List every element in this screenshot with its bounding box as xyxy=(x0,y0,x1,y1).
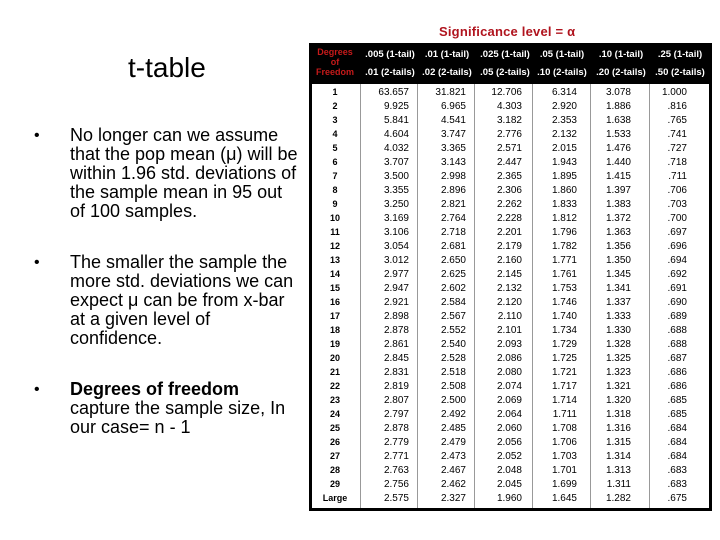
bullet-lead-term: Degrees of freedom xyxy=(70,379,240,399)
critical-value-cell: 1.860 xyxy=(551,185,577,196)
critical-value-cell: 2.056 xyxy=(496,437,522,448)
two-tail-label: .10 (2-tails) xyxy=(537,67,587,78)
critical-value-cell: 1.350 xyxy=(605,255,631,266)
critical-value-cell: 5.841 xyxy=(383,115,409,126)
critical-value-cell: 2.584 xyxy=(440,297,466,308)
table-row xyxy=(309,436,712,449)
critical-value-cell: 1.323 xyxy=(605,367,631,378)
critical-value-cell: 2.327 xyxy=(440,493,466,504)
critical-value-cell: 3.182 xyxy=(496,115,522,126)
table-frame xyxy=(309,43,712,511)
df-cell: 17 xyxy=(329,311,340,321)
critical-value-cell: 2.508 xyxy=(440,381,466,392)
critical-value-cell: 4.541 xyxy=(440,115,466,126)
critical-value-cell: 1.372 xyxy=(605,213,631,224)
critical-value-cell: 1.363 xyxy=(605,227,631,238)
critical-value-cell: 1.761 xyxy=(551,269,577,280)
critical-value-cell: 3.500 xyxy=(383,171,409,182)
table-row xyxy=(309,338,712,351)
column-header xyxy=(420,45,474,81)
df-cell: 19 xyxy=(329,339,340,349)
critical-value-cell: 3.747 xyxy=(440,129,466,140)
critical-value-cell: 3.169 xyxy=(383,213,409,224)
critical-value-cell: .686 xyxy=(667,367,687,378)
critical-value-cell: .688 xyxy=(667,325,687,336)
critical-value-cell: 1.725 xyxy=(551,353,577,364)
critical-value-cell: 2.069 xyxy=(496,395,522,406)
critical-value-cell: 2.132 xyxy=(496,283,522,294)
table-row xyxy=(309,240,712,253)
critical-value-cell: 2.764 xyxy=(440,213,466,224)
critical-value-cell: .718 xyxy=(667,157,687,168)
critical-value-cell: 2.145 xyxy=(496,269,522,280)
df-cell: 6 xyxy=(332,157,338,167)
critical-value-cell: 1.746 xyxy=(551,297,577,308)
critical-value-cell: 3.355 xyxy=(383,185,409,196)
df-cell: 25 xyxy=(329,423,340,433)
critical-value-cell: 6.965 xyxy=(440,101,466,112)
critical-value-cell: 1.397 xyxy=(605,185,631,196)
critical-value-cell: 2.500 xyxy=(440,395,466,406)
critical-value-cell: .706 xyxy=(667,185,687,196)
one-tail-label: .10 (1-tail) xyxy=(598,49,644,60)
critical-value-cell: 1.311 xyxy=(606,479,631,490)
column-header xyxy=(593,45,649,81)
critical-value-cell: .684 xyxy=(667,423,687,434)
critical-value-cell: 2.110 xyxy=(497,311,522,322)
table-row xyxy=(309,170,712,183)
critical-value-cell: 2.763 xyxy=(383,465,409,476)
critical-value-cell: 2.447 xyxy=(496,157,522,168)
critical-value-cell: 2.861 xyxy=(383,339,409,350)
critical-value-cell: 2.528 xyxy=(440,353,466,364)
table-row xyxy=(309,212,712,225)
critical-value-cell: 2.625 xyxy=(440,269,466,280)
critical-value-cell: 1.383 xyxy=(605,199,631,210)
critical-value-cell: 2.779 xyxy=(383,437,409,448)
df-cell: 22 xyxy=(329,381,340,391)
critical-value-cell: 9.925 xyxy=(383,101,409,112)
critical-value-cell: 1.313 xyxy=(605,465,631,476)
critical-value-cell: 1.476 xyxy=(605,143,631,154)
one-tail-label: .025 (1-tail) xyxy=(480,49,530,60)
critical-value-cell: 1.734 xyxy=(551,325,577,336)
bullet-text: capture the sample size, In our case= n - 1 xyxy=(70,398,286,437)
table-row xyxy=(309,478,712,491)
two-tail-label: .20 (2-tails) xyxy=(596,67,646,78)
bullet-text: No longer can we assume that the pop mean (μ) will be within 1.96 std. deviations of the sample mean in 95 out of 100 samples. xyxy=(70,125,298,221)
df-cell: 2 xyxy=(332,101,338,111)
two-tail-label: .50 (2-tails) xyxy=(655,67,705,78)
critical-value-cell: 2.485 xyxy=(440,423,466,434)
df-cell: 16 xyxy=(329,297,340,307)
critical-value-cell: 1.440 xyxy=(605,157,631,168)
critical-value-cell: 2.567 xyxy=(440,311,466,322)
two-tail-label: .01 (2-tails) xyxy=(365,67,415,78)
critical-value-cell: 1.415 xyxy=(605,171,631,182)
df-cell: 18 xyxy=(329,325,340,335)
critical-value-cell: 3.250 xyxy=(383,199,409,210)
critical-value-cell: 1.315 xyxy=(605,437,631,448)
bullet-item xyxy=(30,253,302,348)
critical-value-cell: 1.345 xyxy=(605,269,631,280)
table-row xyxy=(309,296,712,309)
critical-value-cell: 2.086 xyxy=(496,353,522,364)
critical-value-cell: .688 xyxy=(667,339,687,350)
critical-value-cell: 2.064 xyxy=(496,409,522,420)
critical-value-cell: .684 xyxy=(667,451,687,462)
one-tail-label: .05 (1-tail) xyxy=(539,49,585,60)
df-cell: 23 xyxy=(329,395,340,405)
critical-value-cell: 3.078 xyxy=(605,87,631,98)
critical-value-cell: 2.120 xyxy=(496,297,522,308)
critical-value-cell: 2.920 xyxy=(551,101,577,112)
critical-value-cell: 6.314 xyxy=(551,87,577,98)
critical-value-cell: 12.706 xyxy=(491,87,522,98)
df-cell: 7 xyxy=(332,171,338,181)
critical-value-cell: .816 xyxy=(667,101,687,112)
critical-value-cell: .691 xyxy=(667,283,687,294)
critical-value-cell: .675 xyxy=(667,493,687,504)
critical-value-cell: 1.796 xyxy=(551,227,577,238)
one-tail-label: .01 (1-tail) xyxy=(424,49,470,60)
critical-value-cell: 3.054 xyxy=(383,241,409,252)
critical-value-cell: 1.717 xyxy=(551,381,577,392)
table-row xyxy=(309,86,712,99)
t-distribution-table xyxy=(309,24,712,512)
critical-value-cell: 2.093 xyxy=(496,339,522,350)
critical-value-cell: 2.771 xyxy=(383,451,409,462)
table-row xyxy=(309,128,712,141)
critical-value-cell: 1.943 xyxy=(551,157,577,168)
critical-value-cell: 2.160 xyxy=(496,255,522,266)
table-row xyxy=(309,422,712,435)
critical-value-cell: .690 xyxy=(667,297,687,308)
critical-value-cell: 2.819 xyxy=(383,381,409,392)
critical-value-cell: .700 xyxy=(667,213,687,224)
critical-value-cell: 1.895 xyxy=(551,171,577,182)
critical-value-cell: 1.782 xyxy=(551,241,577,252)
critical-value-cell: 2.060 xyxy=(496,423,522,434)
critical-value-cell: 1.314 xyxy=(605,451,631,462)
table-row xyxy=(309,408,712,421)
df-column-header xyxy=(309,47,361,83)
critical-value-cell: 1.325 xyxy=(605,353,631,364)
table-row xyxy=(309,268,712,281)
df-cell: 21 xyxy=(329,367,340,377)
critical-value-cell: 1.320 xyxy=(605,395,631,406)
critical-value-cell: 3.365 xyxy=(440,143,466,154)
one-tail-label: .005 (1-tail) xyxy=(365,49,415,60)
critical-value-cell: .696 xyxy=(667,241,687,252)
critical-value-cell: 2.015 xyxy=(551,143,577,154)
critical-value-cell: .683 xyxy=(667,479,687,490)
critical-value-cell: 2.571 xyxy=(496,143,522,154)
critical-value-cell: 2.718 xyxy=(440,227,466,238)
table-row xyxy=(309,450,712,463)
slide-title: t-table xyxy=(128,52,206,83)
table-row xyxy=(309,282,712,295)
critical-value-cell: 2.831 xyxy=(383,367,409,378)
critical-value-cell: 2.807 xyxy=(383,395,409,406)
critical-value-cell: 1.282 xyxy=(605,493,631,504)
df-cell: 29 xyxy=(329,479,340,489)
critical-value-cell: 2.552 xyxy=(440,325,466,336)
df-cell: 9 xyxy=(332,199,338,209)
critical-value-cell: 1.753 xyxy=(551,283,577,294)
df-cell: 4 xyxy=(332,129,338,139)
df-header-line: of xyxy=(330,57,340,67)
critical-value-cell: 1.708 xyxy=(551,423,577,434)
table-row xyxy=(309,156,712,169)
table-row xyxy=(309,310,712,323)
critical-value-cell: 2.540 xyxy=(440,339,466,350)
critical-value-cell: 2.132 xyxy=(551,129,577,140)
critical-value-cell: 2.878 xyxy=(383,423,409,434)
critical-value-cell: 1.771 xyxy=(551,255,577,266)
critical-value-cell: 2.045 xyxy=(496,479,522,490)
df-cell: Large xyxy=(322,493,348,503)
critical-value-cell: 2.797 xyxy=(383,409,409,420)
critical-value-cell: .727 xyxy=(667,143,687,154)
critical-value-cell: 1.533 xyxy=(605,129,631,140)
critical-value-cell: 2.650 xyxy=(440,255,466,266)
critical-value-cell: 2.845 xyxy=(383,353,409,364)
column-header xyxy=(651,45,709,81)
critical-value-cell: .685 xyxy=(667,409,687,420)
critical-value-cell: .683 xyxy=(667,465,687,476)
df-cell: 15 xyxy=(329,283,340,293)
critical-value-cell: 1.833 xyxy=(551,199,577,210)
critical-value-cell: 2.518 xyxy=(440,367,466,378)
table-row xyxy=(309,394,712,407)
two-tail-label: .02 (2-tails) xyxy=(422,67,472,78)
df-cell: 5 xyxy=(332,143,338,153)
table-row xyxy=(309,380,712,393)
critical-value-cell: 1.341 xyxy=(605,283,631,294)
critical-value-cell: 2.467 xyxy=(440,465,466,476)
critical-value-cell: 2.365 xyxy=(496,171,522,182)
critical-value-cell: .741 xyxy=(667,129,687,140)
critical-value-cell: 2.878 xyxy=(383,325,409,336)
critical-value-cell: 1.337 xyxy=(605,297,631,308)
critical-value-cell: 1.701 xyxy=(551,465,577,476)
df-cell: 26 xyxy=(329,437,340,447)
critical-value-cell: 2.898 xyxy=(383,311,409,322)
bullet-text: The smaller the sample the more std. deviations we can expect μ can be from x-bar at a given level of confidence. xyxy=(70,252,294,348)
critical-value-cell: 2.681 xyxy=(440,241,466,252)
critical-value-cell: .689 xyxy=(667,311,687,322)
bullet-marker: • xyxy=(34,381,40,398)
critical-value-cell: 2.756 xyxy=(383,479,409,490)
critical-value-cell: 1.333 xyxy=(605,311,631,322)
critical-value-cell: 2.921 xyxy=(383,297,409,308)
critical-value-cell: 1.330 xyxy=(605,325,631,336)
critical-value-cell: .684 xyxy=(667,437,687,448)
critical-value-cell: 2.080 xyxy=(496,367,522,378)
bullet-list xyxy=(30,126,302,469)
critical-value-cell: 1.000 xyxy=(661,87,687,98)
critical-value-cell: 2.306 xyxy=(496,185,522,196)
significance-level-label: Significance level = α xyxy=(439,24,576,39)
critical-value-cell: 2.052 xyxy=(496,451,522,462)
critical-value-cell: 1.703 xyxy=(551,451,577,462)
table-row xyxy=(309,352,712,365)
critical-value-cell: 2.575 xyxy=(383,493,409,504)
df-cell: 1 xyxy=(332,87,338,97)
one-tail-label: .25 (1-tail) xyxy=(657,49,703,60)
critical-value-cell: 1.321 xyxy=(605,381,631,392)
critical-value-cell: 1.316 xyxy=(605,423,631,434)
df-cell: 14 xyxy=(329,269,340,279)
table-row xyxy=(309,254,712,267)
critical-value-cell: 1.729 xyxy=(551,339,577,350)
critical-value-cell: 1.721 xyxy=(551,367,577,378)
critical-value-cell: 2.821 xyxy=(440,199,466,210)
critical-value-cell: 1.645 xyxy=(551,493,577,504)
table-row xyxy=(309,324,712,337)
critical-value-cell: 2.201 xyxy=(496,227,522,238)
table-row xyxy=(309,184,712,197)
df-cell: 24 xyxy=(329,409,340,419)
critical-value-cell: 3.012 xyxy=(383,255,409,266)
critical-value-cell: 2.602 xyxy=(440,283,466,294)
critical-value-cell: .687 xyxy=(667,353,687,364)
df-cell: 8 xyxy=(332,185,338,195)
critical-value-cell: 4.303 xyxy=(496,101,522,112)
bullet-item xyxy=(30,380,302,437)
critical-value-cell: 2.179 xyxy=(496,241,522,252)
df-cell: 27 xyxy=(329,451,340,461)
table-row xyxy=(309,198,712,211)
critical-value-cell: 2.353 xyxy=(551,115,577,126)
df-cell: 28 xyxy=(329,465,340,475)
critical-value-cell: 2.262 xyxy=(496,199,522,210)
two-tail-label: .05 (2-tails) xyxy=(480,67,530,78)
critical-value-cell: 2.947 xyxy=(383,283,409,294)
critical-value-cell: 1.318 xyxy=(605,409,631,420)
critical-value-cell: 1.328 xyxy=(605,339,631,350)
critical-value-cell: 3.707 xyxy=(383,157,409,168)
df-header-line: Degrees xyxy=(317,47,353,57)
table-row xyxy=(309,464,712,477)
critical-value-cell: 1.714 xyxy=(551,395,577,406)
critical-value-cell: 1.711 xyxy=(552,409,577,420)
critical-value-cell: 1.356 xyxy=(605,241,631,252)
critical-value-cell: 2.977 xyxy=(383,269,409,280)
table-row xyxy=(309,492,712,505)
critical-value-cell: .686 xyxy=(667,381,687,392)
critical-value-cell: 2.998 xyxy=(440,171,466,182)
critical-value-cell: .685 xyxy=(667,395,687,406)
critical-value-cell: 2.896 xyxy=(440,185,466,196)
critical-value-cell: 1.706 xyxy=(551,437,577,448)
critical-value-cell: .692 xyxy=(667,269,687,280)
critical-value-cell: 2.462 xyxy=(440,479,466,490)
critical-value-cell: 1.740 xyxy=(551,311,577,322)
df-cell: 20 xyxy=(329,353,340,363)
critical-value-cell: 4.604 xyxy=(383,129,409,140)
df-header-line: Freedom xyxy=(315,67,354,77)
df-cell: 11 xyxy=(330,227,340,237)
critical-value-cell: .711 xyxy=(668,171,687,182)
critical-value-cell: .694 xyxy=(667,255,687,266)
bullet-item xyxy=(30,126,302,221)
table-row xyxy=(309,114,712,127)
critical-value-cell: 63.657 xyxy=(378,87,409,98)
df-cell: 13 xyxy=(329,255,340,265)
critical-value-cell: 1.638 xyxy=(605,115,631,126)
df-cell: 10 xyxy=(329,213,340,223)
critical-value-cell: 3.106 xyxy=(383,227,409,238)
bullet-marker: • xyxy=(34,254,40,271)
critical-value-cell: 2.101 xyxy=(496,325,522,336)
table-row xyxy=(309,226,712,239)
critical-value-cell: 31.821 xyxy=(435,87,466,98)
critical-value-cell: .703 xyxy=(667,199,687,210)
critical-value-cell: 3.143 xyxy=(440,157,466,168)
critical-value-cell: 1.699 xyxy=(551,479,577,490)
critical-value-cell: 4.032 xyxy=(383,143,409,154)
critical-value-cell: 1.886 xyxy=(605,101,631,112)
column-header xyxy=(363,45,417,81)
critical-value-cell: 1.812 xyxy=(551,213,577,224)
critical-value-cell: 2.492 xyxy=(440,409,466,420)
critical-value-cell: 2.776 xyxy=(496,129,522,140)
critical-value-cell: 1.960 xyxy=(496,493,522,504)
table-row xyxy=(309,366,712,379)
critical-value-cell: 2.048 xyxy=(496,465,522,476)
table-row xyxy=(309,100,712,113)
column-header xyxy=(535,45,589,81)
bullet-marker: • xyxy=(34,127,40,144)
critical-value-cell: .697 xyxy=(667,227,687,238)
critical-value-cell: 2.228 xyxy=(496,213,522,224)
critical-value-cell: 2.479 xyxy=(440,437,466,448)
table-row xyxy=(309,142,712,155)
critical-value-cell: 2.074 xyxy=(496,381,522,392)
column-header xyxy=(477,45,533,81)
critical-value-cell: .765 xyxy=(667,115,687,126)
df-cell: 12 xyxy=(329,241,340,251)
df-cell: 3 xyxy=(332,115,338,125)
critical-value-cell: 2.473 xyxy=(440,451,466,462)
